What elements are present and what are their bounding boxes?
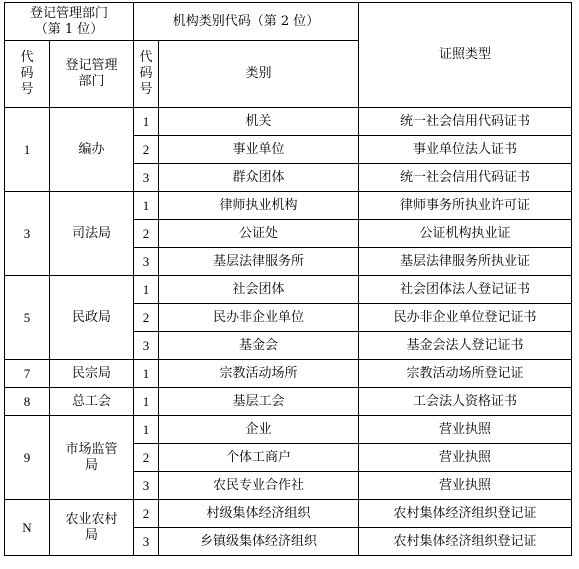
header-category-code-char2: 码 <box>139 66 153 81</box>
cert-type-cell: 民办非企业单位登记证书 <box>359 304 572 332</box>
table-row <box>5 416 572 444</box>
header-category-code-char1: 代 <box>139 50 153 65</box>
category-code-cell: 2 <box>134 500 159 528</box>
dept-name-line: 农业农村 <box>65 511 118 527</box>
dept-name-cell <box>50 192 134 276</box>
category-code-cell: 2 <box>134 136 159 164</box>
header-dept-code-char1: 代 <box>20 50 34 65</box>
category-name-cell: 基层法律服务所 <box>159 248 359 276</box>
table-body <box>5 108 572 556</box>
dept-name-line: 民政局 <box>72 309 112 325</box>
cert-type-cell: 营业执照 <box>359 472 572 500</box>
header-cert-type: 证照类型 <box>359 3 572 108</box>
category-name-cell: 农民专业合作社 <box>159 472 359 500</box>
dept-code-cell: N <box>5 500 50 556</box>
cert-type-cell: 营业执照 <box>359 416 572 444</box>
header-category-group: 机构类别代码（第 2 位） <box>134 3 359 41</box>
cert-type-cell: 社会团体法人登记证书 <box>359 276 572 304</box>
dept-name-cell <box>50 276 134 360</box>
category-name-cell: 个体工商户 <box>159 444 359 472</box>
header-dept-group-line2: （第 1 位） <box>34 21 104 37</box>
dept-name-line: 民宗局 <box>72 365 112 381</box>
category-name-cell: 企业 <box>159 416 359 444</box>
category-name-cell: 村级集体经济组织 <box>159 500 359 528</box>
cert-type-cell: 基金会法人登记证书 <box>359 332 572 360</box>
category-code-cell: 1 <box>134 388 159 416</box>
category-code-cell: 3 <box>134 248 159 276</box>
category-code-cell: 1 <box>134 108 159 136</box>
dept-name-cell <box>50 500 134 556</box>
cert-type-cell: 营业执照 <box>359 444 572 472</box>
category-code-cell: 3 <box>134 528 159 556</box>
dept-name-line: 司法局 <box>72 225 112 241</box>
category-name-cell: 机关 <box>159 108 359 136</box>
table-row <box>5 388 572 416</box>
category-code-cell: 1 <box>134 276 159 304</box>
dept-name-line: 局 <box>85 457 99 473</box>
header-dept-name-line2: 部门 <box>78 74 105 89</box>
category-code-cell: 1 <box>134 192 159 220</box>
dept-code-cell: 5 <box>5 276 50 360</box>
dept-name-line: 市场监管 <box>65 441 118 457</box>
header-dept-group-line1: 登记管理部门 <box>30 5 109 21</box>
header-category-code-char3: 号 <box>139 82 153 97</box>
dept-name-cell <box>50 360 134 388</box>
category-code-cell: 2 <box>134 444 159 472</box>
category-name-cell: 宗教活动场所 <box>159 360 359 388</box>
category-name-cell: 律师执业机构 <box>159 192 359 220</box>
header-dept-code <box>5 41 50 108</box>
dept-name-line: 局 <box>85 527 99 543</box>
cert-type-cell: 律师事务所执业许可证 <box>359 192 572 220</box>
cert-type-cell: 工会法人资格证书 <box>359 388 572 416</box>
cert-type-cell: 事业单位法人证书 <box>359 136 572 164</box>
table-row <box>5 276 572 304</box>
cert-type-cell: 公证机构执业证 <box>359 220 572 248</box>
cert-type-cell: 统一社会信用代码证书 <box>359 164 572 192</box>
category-code-cell: 3 <box>134 164 159 192</box>
category-name-cell: 乡镇级集体经济组织 <box>159 528 359 556</box>
header-dept-name <box>50 41 134 108</box>
table-row <box>5 360 572 388</box>
cert-type-cell: 农村集体经济组织登记证 <box>359 528 572 556</box>
category-name-cell: 民办非企业单位 <box>159 304 359 332</box>
organization-code-table <box>4 2 572 556</box>
category-name-cell: 公证处 <box>159 220 359 248</box>
cert-type-cell: 宗教活动场所登记证 <box>359 360 572 388</box>
dept-code-cell: 3 <box>5 192 50 276</box>
category-name-cell: 基层工会 <box>159 388 359 416</box>
category-code-cell: 3 <box>134 472 159 500</box>
table-row <box>5 500 572 528</box>
category-name-cell: 基金会 <box>159 332 359 360</box>
cert-type-cell: 基层法律服务所执业证 <box>359 248 572 276</box>
dept-code-cell: 1 <box>5 108 50 192</box>
category-name-cell: 社会团体 <box>159 276 359 304</box>
dept-name-cell <box>50 108 134 192</box>
cert-type-cell: 统一社会信用代码证书 <box>359 108 572 136</box>
dept-code-cell: 9 <box>5 416 50 500</box>
header-dept-code-char2: 码 <box>20 66 34 81</box>
dept-code-cell: 8 <box>5 388 50 416</box>
header-category: 类别 <box>159 41 359 108</box>
dept-code-cell: 7 <box>5 360 50 388</box>
category-code-cell: 2 <box>134 304 159 332</box>
category-code-cell: 2 <box>134 220 159 248</box>
category-code-cell: 3 <box>134 332 159 360</box>
header-category-code <box>134 41 159 108</box>
cert-type-cell: 农村集体经济组织登记证 <box>359 500 572 528</box>
header-dept-name-line1: 登记管理 <box>65 58 118 73</box>
table-row <box>5 108 572 136</box>
category-code-cell: 1 <box>134 360 159 388</box>
dept-name-line: 总工会 <box>72 393 112 409</box>
dept-name-cell <box>50 388 134 416</box>
category-name-cell: 群众团体 <box>159 164 359 192</box>
category-code-cell: 1 <box>134 416 159 444</box>
header-dept-group <box>5 3 134 41</box>
dept-name-line: 编办 <box>78 141 105 157</box>
header-dept-code-char3: 号 <box>20 82 34 97</box>
category-name-cell: 事业单位 <box>159 136 359 164</box>
dept-name-cell <box>50 416 134 500</box>
table-row <box>5 192 572 220</box>
